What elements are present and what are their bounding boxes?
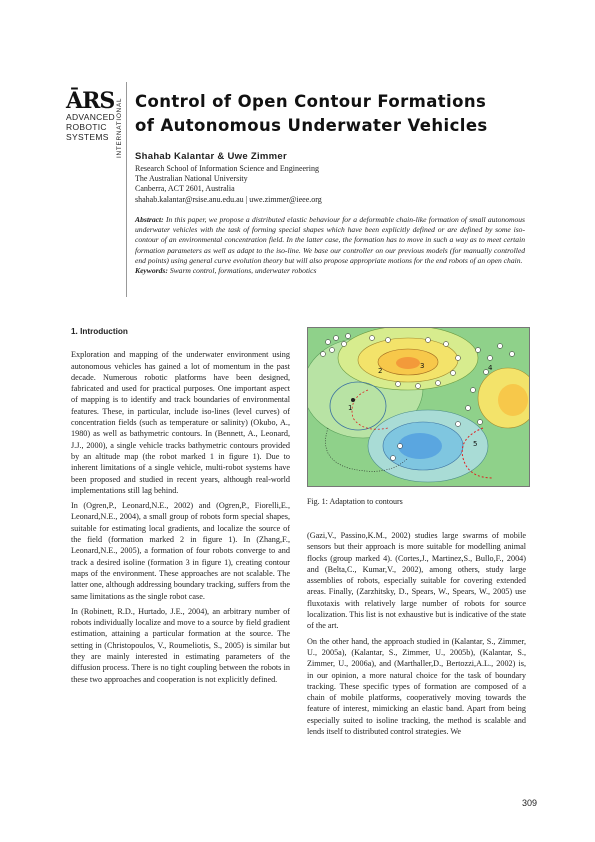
figure-label-1: 1 bbox=[348, 404, 353, 412]
contour-map-graphic bbox=[308, 328, 529, 486]
abstract-text: In this paper, we propose a distributed elastic behaviour for a deformable chain-like formation of small autonomous underwater vehicles with the task of forming special shapes which have been explicitly defined or are defined by some iso-contour of an environmental concentration field. In the latter case, the formation has to move in such a way as to meet certain formation parameters as well as adapt to the iso-line. We base our controller on our previous models (for manually controlled end points) using general curve evolution theory but will also propose appropriate motions for the end robots of an open chain. bbox=[135, 215, 525, 265]
figure-contour-map bbox=[307, 327, 530, 487]
page-number: 309 bbox=[522, 798, 538, 808]
figure-label-5: 5 bbox=[473, 440, 478, 448]
keywords-label: Keywords: bbox=[135, 266, 168, 276]
intro-paragraph-3: In (Robinett, R.D., Hurtado, J.E., 2004), an arbitrary number of robots individually localize and move to a source by field gradient estimation, attaining a particular formation at the source. The setting in (Christopoulos, V., Roumeliotis, S., 2005) is similar but they are mainly interested in estimating parameters of the diffusion process. There is no tight coupling between the robots in these two approaches and cooperation is not explicitly defined. bbox=[71, 606, 290, 684]
intro-paragraph-1: Exploration and mapping of the underwater environment using autonomous vehicles has gained a lot of momentum in the past decade. Numerous robotic platforms have been designed, fabricated and used for practical purposes. One important aspect of mapping is to identify and track boundaries of environmental features. These, in particular, include iso-lines (level curves) of concentration fields (such as temperature or salinity) (Okubo, A., 1980) as well as bathymetric contours. In (Bennett, A., Leonard, J.J., 2000), a single vehicle tracks bathymetric contours provided by an altitude map (the robot marked 1 in figure 1). Due to inherent limitations of a single vehicle, multi-robot systems have been proposed and studied in recent years, although real-world implementations still lag behind. bbox=[71, 350, 290, 495]
figure-label-3: 3 bbox=[420, 362, 425, 370]
figure-label-4: 4 bbox=[488, 364, 493, 372]
keywords-text: Swarm control, formations, underwater robotics bbox=[169, 266, 317, 276]
logo-text: ADVANCED ROBOTIC SYSTEMS bbox=[66, 112, 116, 142]
abstract bbox=[135, 215, 525, 276]
right-paragraph-2: On the other hand, the approach studied in (Kalantar, S., Zimmer, U., 2005a), (Kalantar, S., Zimmer, U., 2005b), (Kalantar, S., Zimmer, U., 2006a), and (Marthaller,D., Bertozzi,A.L., 2002) is, in our opinion, a more natural choice for the task of boundary tracking. These specific types of formation are composed of a chain of mobile platforms, cooperatively moving towards the feature of interest, mimicking an elastic band. Apart from being especially suited to isoline tracking, the method is scalable and lends itself to distributed control strategies. We bbox=[307, 636, 526, 737]
logo-mark: ĀRS bbox=[66, 88, 115, 114]
left-column bbox=[71, 326, 290, 689]
logo-vertical-text: INTERNATIONAL bbox=[116, 97, 123, 158]
paper-title: Control of Open Contour Formations of Autonomous Underwater Vehicles bbox=[135, 92, 488, 135]
authors: Shahab Kalantar & Uwe Zimmer bbox=[135, 151, 287, 162]
right-column bbox=[307, 530, 526, 741]
intro-paragraph-2: In (Ogren,P., Leonard,N.E., 2002) and (Ogren,P., Fiorelli,E., Leonard,N.E., 2004), a small group of robots form special shapes, suitable for estimating local gradients, and localize the source of the field (formation marked 2 in figure 1). In (Zhang,F., Leonard,N.E., 2005), a formation of four robots converge to and track a desired isoline (formation 3 in figure 1), creating contour maps of the environment. These approaches are not scalable. The latter one, although addressing boundary tracking, suffers from the same limitations as the single robot case. bbox=[71, 501, 290, 601]
publisher-logo bbox=[66, 88, 124, 158]
header-divider bbox=[126, 82, 127, 297]
affiliation: Research School of Information Science and Engineering The Australian National University Canberra, ACT 2601, Australia shahab.kalantar@rsise.anu.edu.au | uwe.zimmer@ieee.org bbox=[135, 164, 322, 204]
figure-caption: Fig. 1: Adaptation to contours bbox=[307, 497, 403, 506]
section-heading: 1. Introduction bbox=[71, 327, 128, 336]
figure-label-2: 2 bbox=[378, 367, 383, 375]
right-paragraph-1: (Gazi,V., Passino,K.M., 2002) studies large swarms of mobile sensors but their approach is more suitable for modelling animal flocks (group marked 4). (Cortes,J., Martinez,S., Bullo,F., 2004) and (Belta,C., Kumar,V., 2002), among others, study large assemblies of robots, especially suitable for covering extended areas. Finally, (Zarzhitsky, D., Spears, W., Spears, W., 2005) use fluxotaxis with relatively large number of robots for source localization. This list is not exhaustive but is indicative of the state of the art. bbox=[307, 531, 526, 631]
abstract-label: Abstract: bbox=[135, 215, 164, 224]
